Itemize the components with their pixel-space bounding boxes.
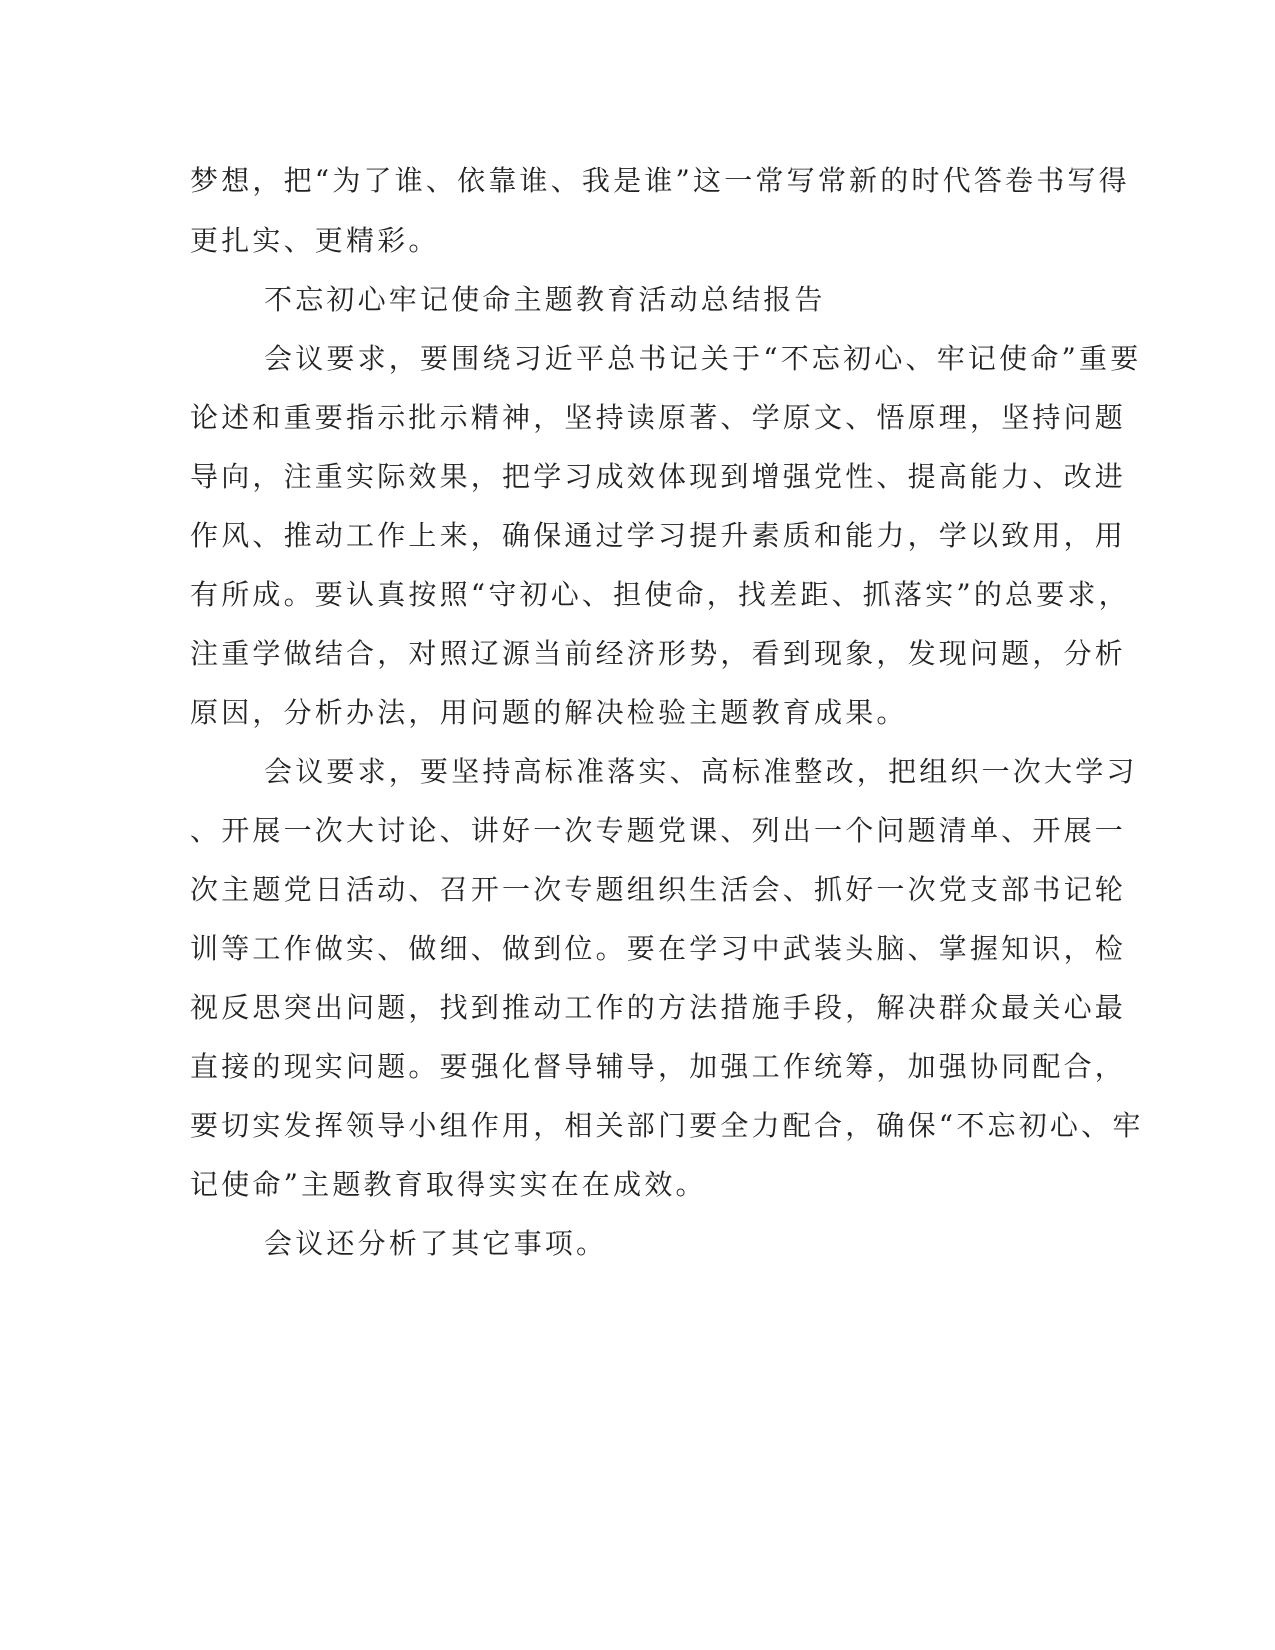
paragraph-line: 论述和重要指示批示精神，坚持读原著、学原文、悟原理，坚持问题	[190, 401, 1127, 434]
paragraph-line: 会议要求，要围绕习近平总书记关于“不忘初心、牢记使命”重要	[264, 342, 1142, 375]
paragraph-line: 要切实发挥领导小组作用，相关部门要全力配合，确保“不忘初心、牢	[190, 1109, 1144, 1142]
paragraph-line: 视反思突出问题，找到推动工作的方法措施手段，解决群众最关心最	[190, 991, 1127, 1024]
paragraph-line: 直接的现实问题。要强化督导辅导，加强工作统筹，加强协同配合，	[190, 1050, 1127, 1083]
paragraph-line: 训等工作做实、做细、做到位。要在学习中武装头脑、掌握知识，检	[190, 932, 1127, 965]
paragraph-line: 作风、推动工作上来，确保通过学习提升素质和能力，学以致用，用	[190, 519, 1127, 552]
paragraph-line: 次主题党日活动、召开一次专题组织生活会、抓好一次党支部书记轮	[190, 873, 1127, 906]
paragraph-line: 注重学做结合，对照辽源当前经济形势，看到现象，发现问题，分析	[190, 637, 1127, 670]
paragraph-line: 记使命”主题教育取得实实在在成效。	[190, 1168, 707, 1201]
paragraph-line: 原因，分析办法，用问题的解决检验主题教育成果。	[190, 696, 908, 729]
paragraph-line: 有所成。要认真按照“守初心、担使命，找差距、抓落实”的总要求，	[190, 578, 1130, 611]
paragraph-line: 会议要求，要坚持高标准落实、高标准整改，把组织一次大学习	[264, 755, 1138, 788]
paragraph-line: 会议还分析了其它事项。	[264, 1227, 608, 1260]
paragraph-line: 梦想，把“为了谁、依靠谁、我是谁”这一常写常新的时代答卷书写得	[190, 164, 1130, 197]
paragraph-line: 导向，注重实际效果，把学习成效体现到增强党性、提高能力、改进	[190, 460, 1127, 493]
section-heading: 不忘初心牢记使命主题教育活动总结报告	[264, 283, 826, 316]
paragraph-line: 、开展一次大讨论、讲好一次专题党课、列出一个问题清单、开展一	[190, 814, 1127, 847]
paragraph-line: 更扎实、更精彩。	[190, 224, 440, 257]
